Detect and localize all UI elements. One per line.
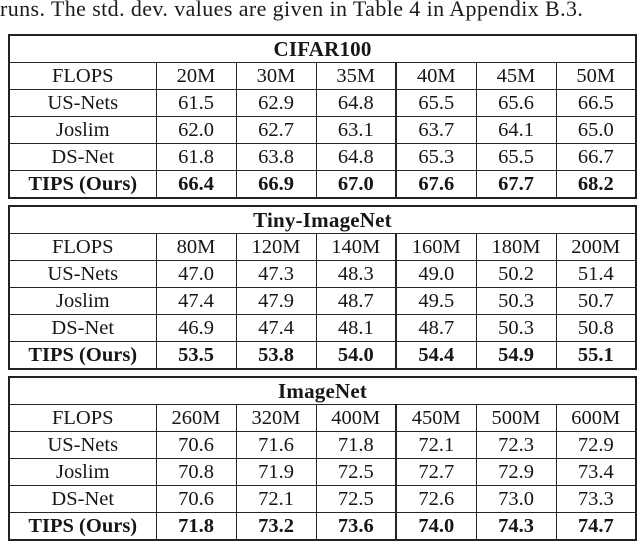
flops-value: 600M (556, 405, 636, 432)
flops-value: 120M (236, 234, 316, 261)
accuracy-value: 72.5 (316, 459, 396, 486)
accuracy-value: 70.6 (156, 432, 236, 459)
accuracy-value: 47.4 (156, 288, 236, 315)
accuracy-value: 67.6 (396, 171, 476, 199)
caption-text: runs. The std. dev. values are given in Table 4 in Appendix B.3. (0, 0, 584, 21)
table-title: Tiny-ImageNet (9, 206, 636, 234)
accuracy-value: 74.0 (396, 513, 476, 541)
flops-header-row (9, 234, 636, 261)
accuracy-value: 71.9 (236, 459, 316, 486)
cifar100-results-table (8, 34, 637, 199)
accuracy-value: 47.0 (156, 261, 236, 288)
accuracy-value: 72.9 (476, 459, 556, 486)
accuracy-value: 66.7 (556, 144, 636, 171)
accuracy-value: 54.9 (476, 342, 556, 370)
table-title-row (9, 35, 636, 63)
table-row-ours (9, 342, 636, 370)
flops-value: 200M (556, 234, 636, 261)
accuracy-value: 46.9 (156, 315, 236, 342)
accuracy-value: 47.3 (236, 261, 316, 288)
flops-value: 320M (236, 405, 316, 432)
accuracy-value: 51.4 (556, 261, 636, 288)
accuracy-value: 73.2 (236, 513, 316, 541)
accuracy-value: 73.4 (556, 459, 636, 486)
method-name: TIPS (Ours) (9, 513, 156, 541)
accuracy-value: 48.7 (316, 288, 396, 315)
accuracy-value: 50.3 (476, 315, 556, 342)
accuracy-value: 65.3 (396, 144, 476, 171)
flops-value: 40M (396, 63, 476, 90)
accuracy-value: 50.2 (476, 261, 556, 288)
accuracy-value: 49.0 (396, 261, 476, 288)
flops-value: 160M (396, 234, 476, 261)
accuracy-value: 63.8 (236, 144, 316, 171)
flops-label: FLOPS (9, 234, 156, 261)
accuracy-value: 67.7 (476, 171, 556, 199)
accuracy-value: 65.5 (396, 90, 476, 117)
method-name: DS-Net (9, 144, 156, 171)
accuracy-value: 71.6 (236, 432, 316, 459)
accuracy-value: 53.8 (236, 342, 316, 370)
accuracy-value: 50.8 (556, 315, 636, 342)
accuracy-value: 55.1 (556, 342, 636, 370)
flops-label: FLOPS (9, 405, 156, 432)
accuracy-value: 47.9 (236, 288, 316, 315)
accuracy-value: 72.9 (556, 432, 636, 459)
flops-header-row (9, 63, 636, 90)
method-name: TIPS (Ours) (9, 171, 156, 199)
accuracy-value: 47.4 (236, 315, 316, 342)
accuracy-value: 72.7 (396, 459, 476, 486)
table-title: CIFAR100 (9, 35, 636, 63)
accuracy-value: 54.4 (396, 342, 476, 370)
flops-value: 30M (236, 63, 316, 90)
method-name: Joslim (9, 459, 156, 486)
table-row (9, 432, 636, 459)
accuracy-value: 50.7 (556, 288, 636, 315)
accuracy-value: 70.8 (156, 459, 236, 486)
flops-value: 500M (476, 405, 556, 432)
accuracy-value: 65.5 (476, 144, 556, 171)
accuracy-value: 72.6 (396, 486, 476, 513)
table-row (9, 144, 636, 171)
table-title-row (9, 377, 636, 405)
accuracy-value: 54.0 (316, 342, 396, 370)
accuracy-value: 63.7 (396, 117, 476, 144)
flops-value: 80M (156, 234, 236, 261)
accuracy-value: 61.5 (156, 90, 236, 117)
accuracy-value: 53.5 (156, 342, 236, 370)
accuracy-value: 66.4 (156, 171, 236, 199)
flops-header-row (9, 405, 636, 432)
flops-value: 140M (316, 234, 396, 261)
accuracy-value: 73.3 (556, 486, 636, 513)
accuracy-value: 70.6 (156, 486, 236, 513)
accuracy-value: 66.5 (556, 90, 636, 117)
accuracy-value: 73.0 (476, 486, 556, 513)
accuracy-value: 74.7 (556, 513, 636, 541)
accuracy-value: 72.5 (316, 486, 396, 513)
accuracy-value: 64.8 (316, 90, 396, 117)
accuracy-value: 62.7 (236, 117, 316, 144)
method-name: DS-Net (9, 315, 156, 342)
accuracy-value: 65.6 (476, 90, 556, 117)
table-title: ImageNet (9, 377, 636, 405)
accuracy-value: 72.1 (236, 486, 316, 513)
accuracy-value: 62.9 (236, 90, 316, 117)
accuracy-value: 72.1 (396, 432, 476, 459)
accuracy-value: 64.8 (316, 144, 396, 171)
method-name: US-Nets (9, 432, 156, 459)
flops-value: 450M (396, 405, 476, 432)
flops-value: 260M (156, 405, 236, 432)
accuracy-value: 48.7 (396, 315, 476, 342)
accuracy-value: 71.8 (156, 513, 236, 541)
table-row (9, 261, 636, 288)
accuracy-value: 67.0 (316, 171, 396, 199)
table-row (9, 315, 636, 342)
accuracy-value: 71.8 (316, 432, 396, 459)
imagenet-results-table (8, 376, 637, 541)
flops-label: FLOPS (9, 63, 156, 90)
accuracy-value: 63.1 (316, 117, 396, 144)
flops-value: 35M (316, 63, 396, 90)
table-row (9, 117, 636, 144)
table-row-ours (9, 513, 636, 541)
accuracy-value: 61.8 (156, 144, 236, 171)
flops-value: 20M (156, 63, 236, 90)
method-name: US-Nets (9, 90, 156, 117)
method-name: US-Nets (9, 261, 156, 288)
method-name: DS-Net (9, 486, 156, 513)
table-row-ours (9, 171, 636, 199)
table-row (9, 459, 636, 486)
accuracy-value: 73.6 (316, 513, 396, 541)
table-row (9, 90, 636, 117)
accuracy-value: 66.9 (236, 171, 316, 199)
method-name: TIPS (Ours) (9, 342, 156, 370)
table-row (9, 486, 636, 513)
flops-value: 400M (316, 405, 396, 432)
accuracy-value: 72.3 (476, 432, 556, 459)
accuracy-value: 62.0 (156, 117, 236, 144)
accuracy-value: 68.2 (556, 171, 636, 199)
method-name: Joslim (9, 117, 156, 144)
accuracy-value: 48.3 (316, 261, 396, 288)
accuracy-value: 65.0 (556, 117, 636, 144)
accuracy-value: 50.3 (476, 288, 556, 315)
table-row (9, 288, 636, 315)
table-title-row (9, 206, 636, 234)
accuracy-value: 64.1 (476, 117, 556, 144)
accuracy-value: 74.3 (476, 513, 556, 541)
accuracy-value: 49.5 (396, 288, 476, 315)
tiny-imagenet-results-table (8, 205, 637, 370)
flops-value: 50M (556, 63, 636, 90)
method-name: Joslim (9, 288, 156, 315)
flops-value: 45M (476, 63, 556, 90)
flops-value: 180M (476, 234, 556, 261)
accuracy-value: 48.1 (316, 315, 396, 342)
